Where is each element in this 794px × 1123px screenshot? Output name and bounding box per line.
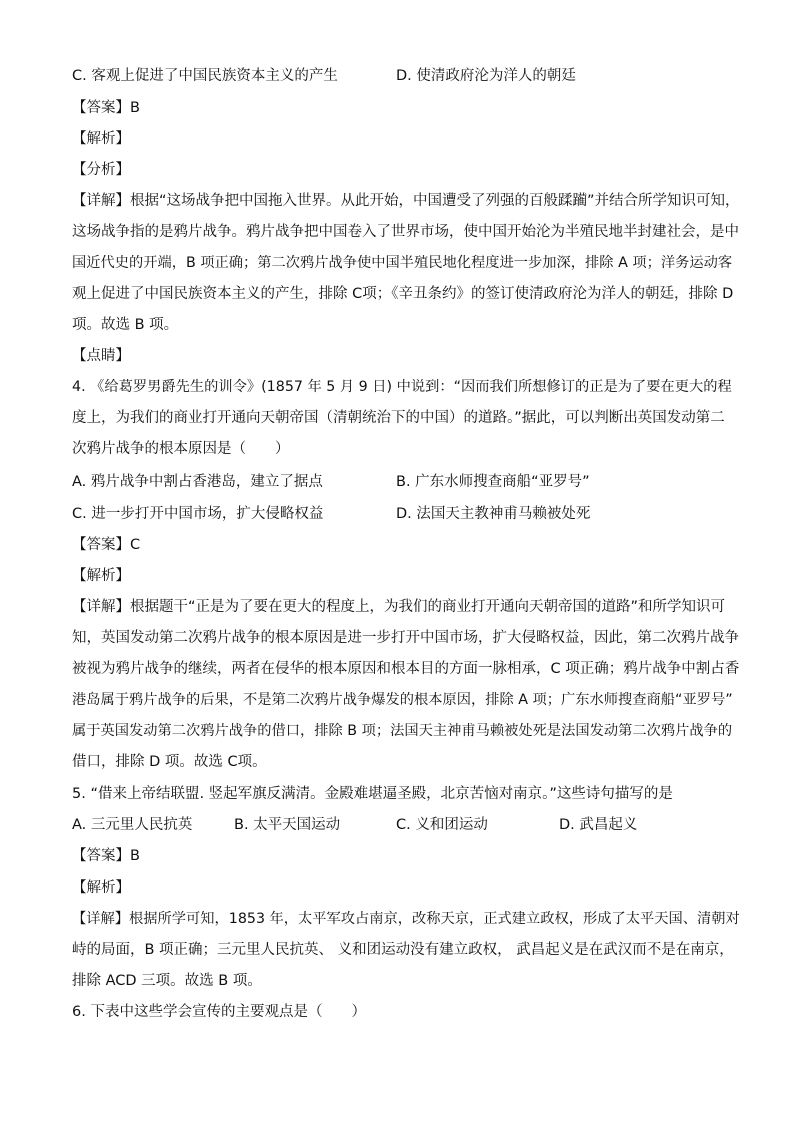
- answer-value: B: [130, 100, 140, 116]
- q4-stem-line: 4. 《给葛罗男爵先生的训令》(1857 年 5 月 9 日) 中说到：“因而我们所想修订的正是为了要在更大的程: [72, 379, 732, 395]
- q6-stem: 6. 下表中这些学会宣传的主要观点是（ ）: [72, 1004, 366, 1020]
- q4-analysis-tag: 【解析】: [72, 568, 130, 584]
- answer-tag: 【答案】: [72, 848, 130, 864]
- q3-detail-line: 这场战争指的是鸦片战争。鸦片战争把中国卷入了世界市场，使中国开始沦为半殖民地半封建社会，是中: [72, 224, 739, 240]
- answer-tag: 【答案】: [72, 100, 130, 116]
- q3-option-c: C. 客观上促进了中国民族资本主义的产生: [72, 68, 338, 84]
- q4-stem-line: 度上，为我们的商业打开通向天朝帝国（清朝统治下的中国）的道路。”据此，可以判断出英国发动第二: [72, 410, 725, 426]
- q3-answer: [72, 98, 140, 118]
- q3-detail-line: 国近代史的开端，B 项正确；第二次鸦片战争使中国半殖民地化程度进一步加深，排除 A 项；洋务运动客: [72, 255, 733, 271]
- q4-detail-line: [72, 597, 725, 617]
- q5-answer: [72, 846, 140, 866]
- detail-text: 根据“这场战争把中国拖入世界。从此开始，中国遭受了列强的百般蹂躏”并结合所学知识可知，: [130, 193, 740, 209]
- q5-option-d: D. 武昌起义: [559, 817, 638, 833]
- detail-text: 根据所学可知，1853 年，太平军攻占南京，改称天京，正式建立政权，形成了太平天国、清朝对: [129, 911, 740, 927]
- detail-tag: 【详解】: [72, 911, 130, 927]
- q5-stem: 5. “借来上帝结联盟. 竖起军旗反满清。金殿难堪逼圣殿，北京苦恼对南京。”这些诗句描写的是: [72, 786, 673, 802]
- q5-option-c: C. 义和团运动: [396, 817, 488, 833]
- q4-option-a: A. 鸦片战争中割占香港岛，建立了据点: [72, 474, 323, 490]
- detail-tag: 【详解】: [72, 193, 130, 209]
- q3-analysis-tag: 【解析】: [72, 131, 130, 147]
- answer-value: B: [130, 848, 140, 864]
- q4-detail-line: 港岛属于鸦片战争的后果，不是第二次鸦片战争爆发的根本原因，排除 A 项；广东水师搜查商船“亚罗号”: [72, 692, 733, 708]
- q4-detail-line: 借口，排除 D 项。故选 C项。: [72, 754, 267, 770]
- q3-detail-line: 项。故选 B 项。: [72, 317, 179, 333]
- q5-detail-line: 峙的局面，B 项正确；三元里人民抗英、 义和团运动没有建立政权， 武昌起义是在武汉而不是在南京，: [72, 942, 734, 958]
- answer-tag: 【答案】: [72, 537, 130, 553]
- q5-analysis-tag: 【解析】: [72, 880, 130, 896]
- q3-option-d: D. 使清政府沦为洋人的朝廷: [396, 68, 576, 84]
- q3-fenxi-tag: 【分析】: [72, 162, 130, 178]
- detail-text: 根据题干“正是为了要在更大的程度上，为我们的商业打开通向天朝帝国的道路”和所学知识可: [130, 599, 726, 615]
- q4-detail-line: 属于英国发动第二次鸦片战争的借口，排除 B 项；法国天主神甫马赖被处死是法国发动第二次鸦片战争的: [72, 723, 733, 739]
- q4-detail-line: 被视为鸦片战争的继续，两者在侵华的根本原因和根本目的方面一脉相承，C 项正确；鸦片战争中割占香: [72, 661, 740, 677]
- q3-detail-line: 观上促进了中国民族资本主义的产生，排除 C项；《辛丑条约》的签订使清政府沦为洋人的朝廷，排除 D: [72, 286, 734, 302]
- detail-tag: 【详解】: [72, 599, 130, 615]
- q5-detail-line: [72, 909, 740, 929]
- q5-option-a: A. 三元里人民抗英: [72, 817, 193, 833]
- q5-option-b: B. 太平天国运动: [234, 817, 341, 833]
- answer-value: C: [130, 537, 141, 553]
- q4-option-d: D. 法国天主教神甫马赖被处死: [396, 506, 591, 522]
- q4-option-b: B. 广东水师搜查商船“亚罗号”: [396, 474, 590, 490]
- q3-detail-line: [72, 191, 740, 211]
- q4-detail-line: 知，英国发动第二次鸦片战争的根本原因是进一步打开中国市场，扩大侵略权益，因此，第二次鸦片战争: [72, 630, 739, 646]
- q4-option-c: C. 进一步打开中国市场，扩大侵略权益: [72, 506, 324, 522]
- q3-dianjing-tag: 【点睛】: [72, 348, 130, 364]
- q5-detail-line: 排除 ACD 三项。故选 B 项。: [72, 973, 262, 989]
- q4-stem-line: 次鸦片战争的根本原因是（ ）: [72, 441, 290, 457]
- q4-answer: [72, 535, 140, 555]
